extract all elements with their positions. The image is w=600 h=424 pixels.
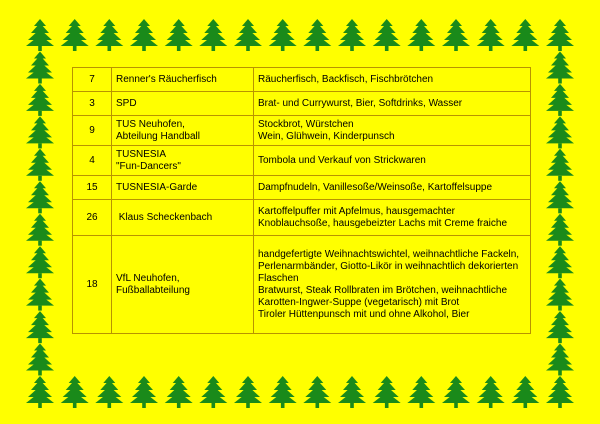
- christmas-tree-icon: [477, 376, 505, 408]
- christmas-tree-icon: [546, 84, 574, 116]
- christmas-tree-icon: [338, 19, 366, 51]
- christmas-tree-icon: [26, 19, 54, 51]
- stand-number: 3: [73, 92, 112, 116]
- christmas-tree-icon: [511, 376, 539, 408]
- christmas-tree-icon: [373, 19, 401, 51]
- stand-number: 7: [73, 68, 112, 92]
- stands-table: [72, 67, 531, 334]
- christmas-tree-icon: [26, 344, 54, 376]
- table-row: [73, 236, 531, 334]
- christmas-tree-icon: [546, 149, 574, 181]
- christmas-tree-icon: [165, 376, 193, 408]
- vendor-name: TUS Neuhofen, Abteilung Handball: [112, 116, 254, 146]
- christmas-tree-icon: [373, 376, 401, 408]
- christmas-tree-icon: [546, 181, 574, 213]
- christmas-tree-icon: [26, 84, 54, 116]
- christmas-tree-icon: [442, 19, 470, 51]
- vendor-name: TUSNESIA "Fun-Dancers": [112, 146, 254, 176]
- christmas-tree-icon: [407, 19, 435, 51]
- christmas-tree-icon: [303, 19, 331, 51]
- christmas-tree-icon: [407, 376, 435, 408]
- stand-number: 4: [73, 146, 112, 176]
- offer-text: Tombola und Verkauf von Strickwaren: [254, 146, 531, 176]
- table-row: [73, 146, 531, 176]
- christmas-tree-icon: [477, 19, 505, 51]
- table-row: [73, 116, 531, 146]
- stand-number: 26: [73, 200, 112, 236]
- offer-text: Stockbrot, Würstchen Wein, Glühwein, Kinderpunsch: [254, 116, 531, 146]
- christmas-tree-icon: [546, 279, 574, 311]
- vendor-name: SPD: [112, 92, 254, 116]
- stand-number: 15: [73, 176, 112, 200]
- christmas-tree-icon: [199, 19, 227, 51]
- christmas-tree-icon: [95, 19, 123, 51]
- christmas-tree-icon: [61, 376, 89, 408]
- christmas-tree-icon: [199, 376, 227, 408]
- table-row: [73, 92, 531, 116]
- table-row: [73, 176, 531, 200]
- christmas-tree-icon: [26, 181, 54, 213]
- christmas-tree-icon: [61, 19, 89, 51]
- christmas-tree-icon: [442, 376, 470, 408]
- christmas-tree-icon: [546, 52, 574, 84]
- vendor-name: Renner's Räucherfisch: [112, 68, 254, 92]
- christmas-tree-icon: [26, 52, 54, 84]
- offer-text: Brat- und Currywurst, Bier, Softdrinks, Wasser: [254, 92, 531, 116]
- offer-text: handgefertigte Weihnachtswichtel, weihnachtliche Fackeln, Perlenarmbänder, Giotto-Likör in weihnachtlich dekorierten Flaschen Bratwurst, Steak Rollbraten im Brötchen, weihnachtliche Karotten-Ingwer-Suppe (vegetarisch) mit Brot Tiroler Hüttenpunsch mit und ohne Alkohol, Bier: [254, 236, 531, 334]
- christmas-tree-icon: [130, 19, 158, 51]
- christmas-tree-icon: [26, 311, 54, 343]
- christmas-tree-icon: [26, 116, 54, 148]
- stand-number: 9: [73, 116, 112, 146]
- christmas-tree-icon: [26, 149, 54, 181]
- vendor-name: TUSNESIA-Garde: [112, 176, 254, 200]
- christmas-tree-icon: [546, 376, 574, 408]
- christmas-tree-icon: [269, 19, 297, 51]
- christmas-tree-icon: [546, 246, 574, 278]
- christmas-tree-icon: [546, 116, 574, 148]
- christmas-tree-icon: [26, 214, 54, 246]
- christmas-tree-icon: [165, 19, 193, 51]
- christmas-tree-icon: [269, 376, 297, 408]
- christmas-tree-icon: [303, 376, 331, 408]
- christmas-tree-icon: [546, 19, 574, 51]
- christmas-tree-icon: [546, 214, 574, 246]
- christmas-tree-icon: [234, 376, 262, 408]
- offer-text: Kartoffelpuffer mit Apfelmus, hausgemachter Knoblauchsoße, hausgebeizter Lachs mit Creme fraiche: [254, 200, 531, 236]
- vendor-name: Klaus Scheckenbach: [112, 200, 254, 236]
- table-row: [73, 200, 531, 236]
- stand-number: 18: [73, 236, 112, 334]
- vendor-name: VfL Neuhofen, Fußballabteilung: [112, 236, 254, 334]
- offer-text: Räucherfisch, Backfisch, Fischbrötchen: [254, 68, 531, 92]
- christmas-tree-icon: [511, 19, 539, 51]
- table-row: [73, 68, 531, 92]
- christmas-tree-icon: [234, 19, 262, 51]
- offer-text: Dampfnudeln, Vanillesoße/Weinsoße, Kartoffelsuppe: [254, 176, 531, 200]
- christmas-tree-icon: [130, 376, 158, 408]
- christmas-tree-icon: [95, 376, 123, 408]
- christmas-tree-icon: [26, 376, 54, 408]
- christmas-tree-icon: [546, 311, 574, 343]
- christmas-tree-icon: [338, 376, 366, 408]
- christmas-tree-icon: [546, 344, 574, 376]
- christmas-tree-icon: [26, 246, 54, 278]
- christmas-tree-icon: [26, 279, 54, 311]
